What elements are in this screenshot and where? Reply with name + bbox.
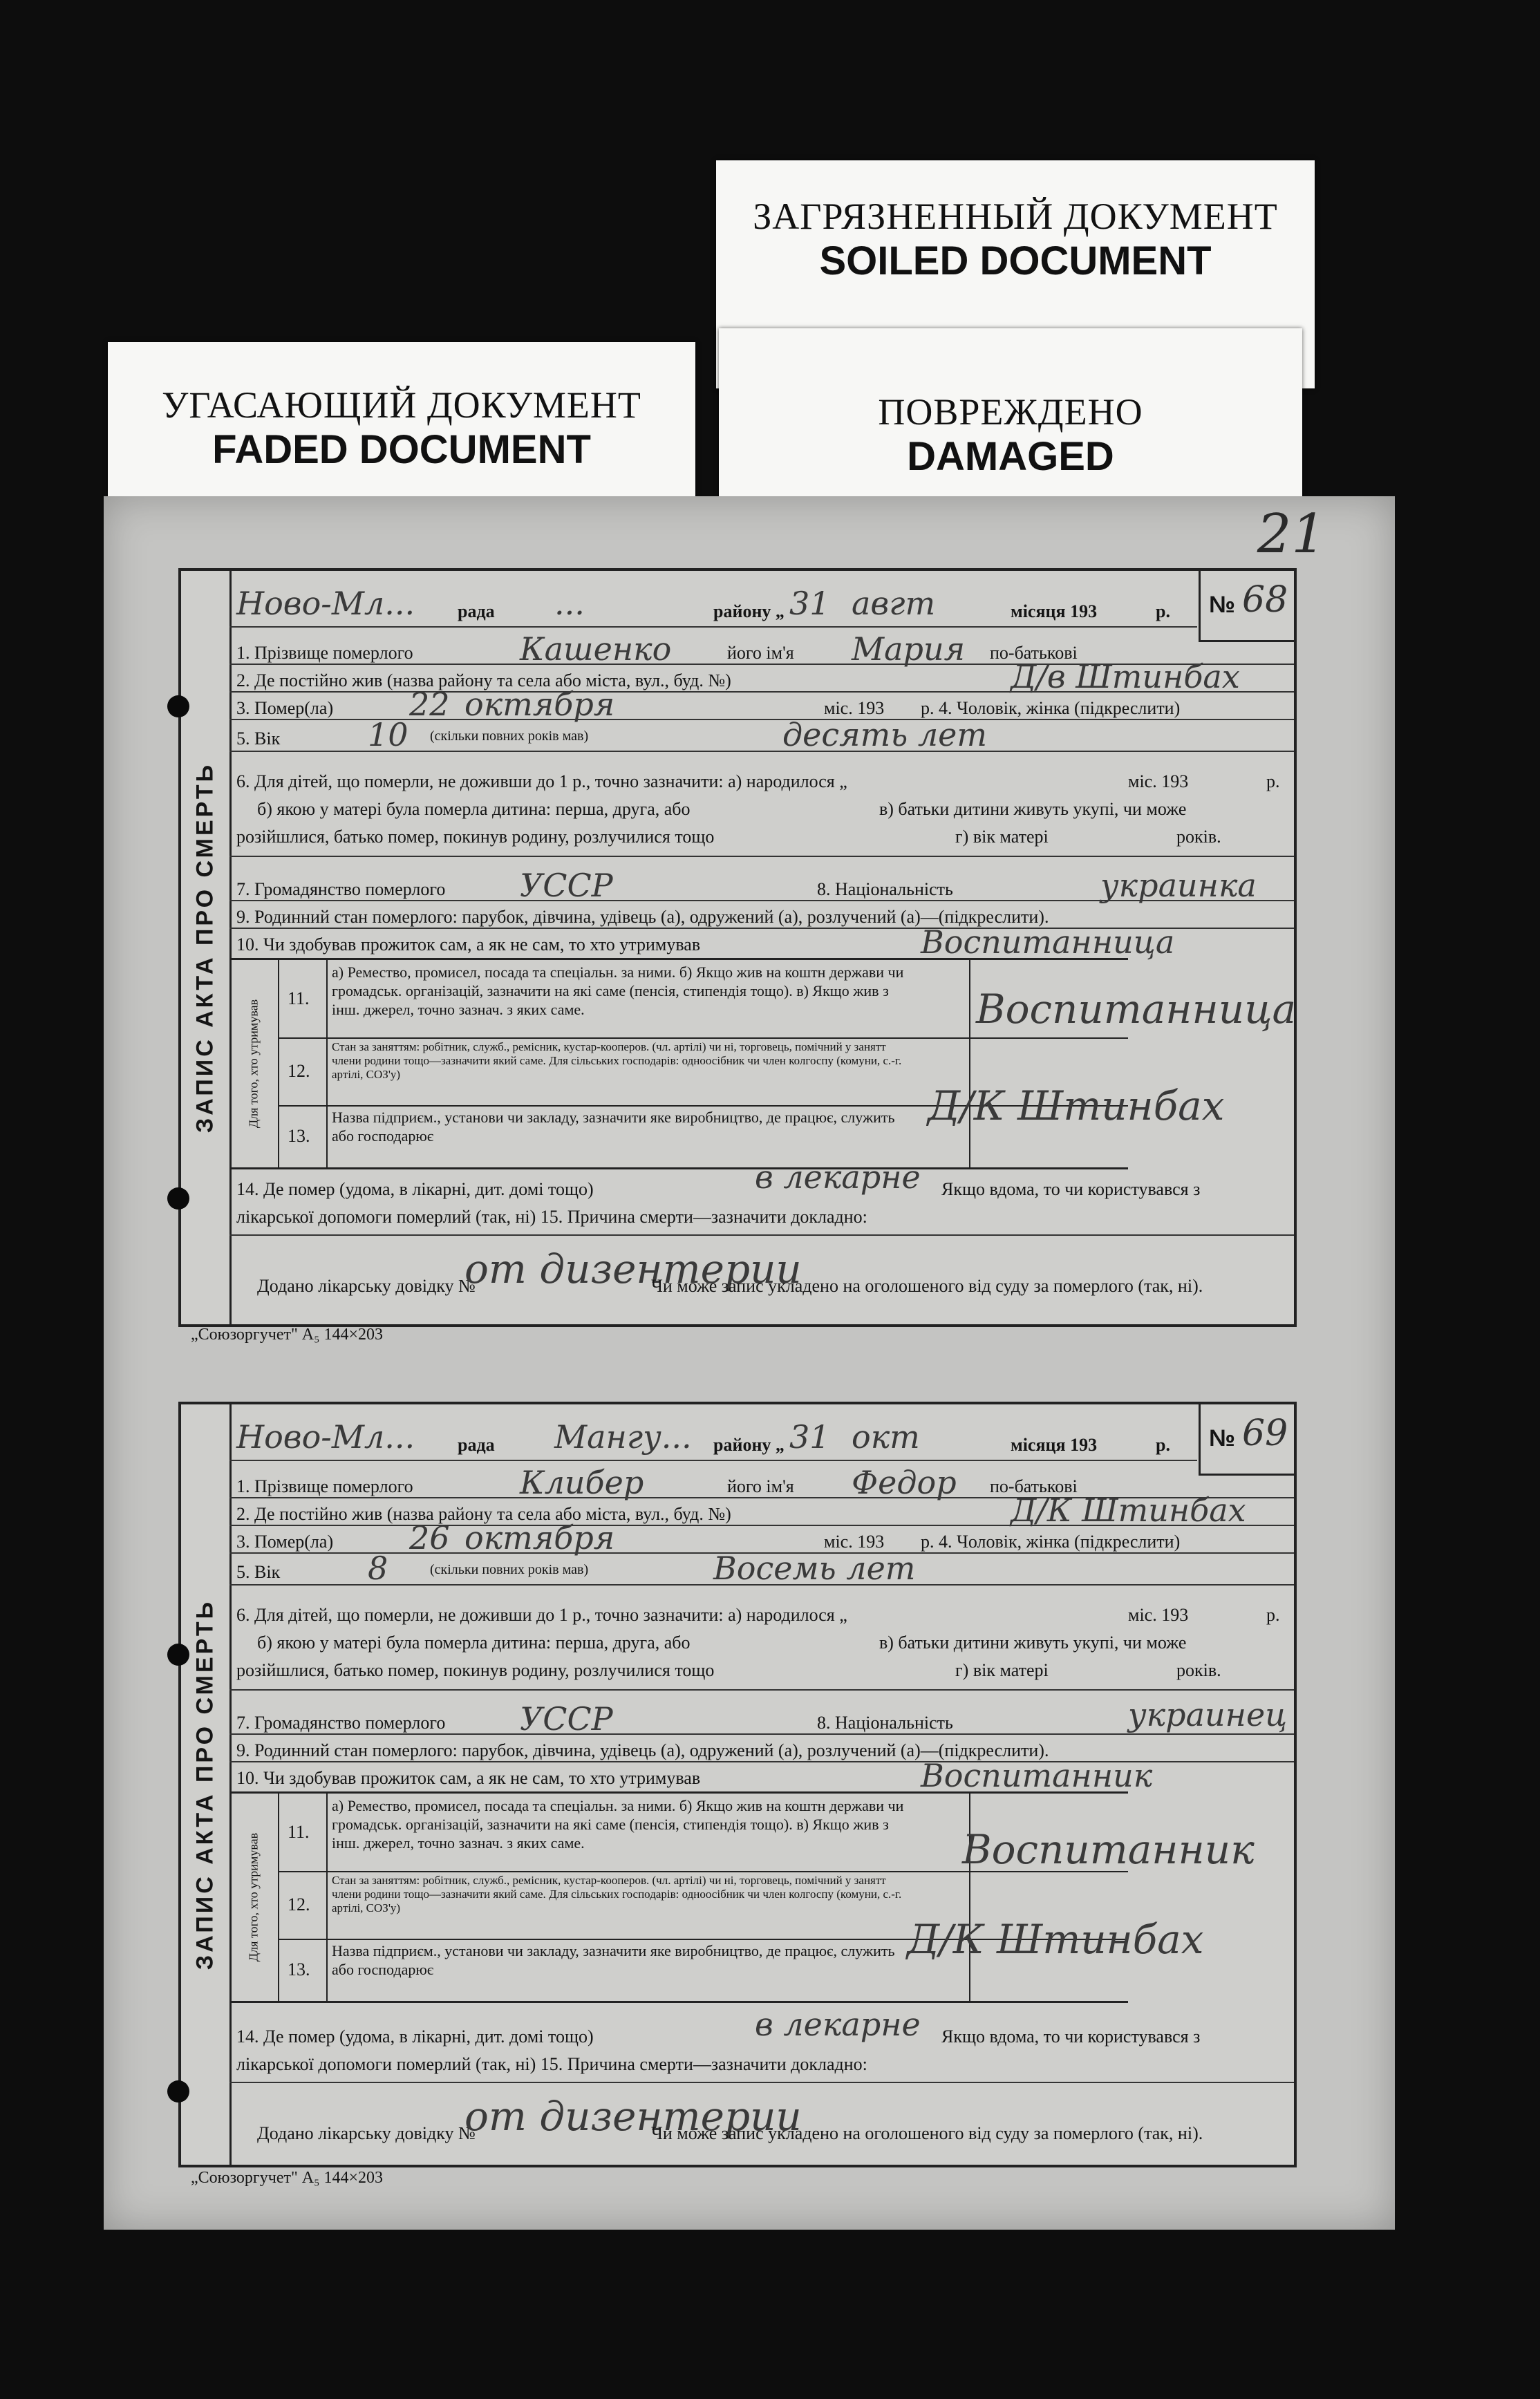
- side-title: ЗАПИС АКТА ПРО СМЕРТЬ: [181, 1404, 232, 2165]
- sub-table: Для того, хто утримував 11. а) Ремество, промисел, посада та спеціальн. за ними. б) Якщо жив на коштн держави чи громадськ. організацій, зазначити на які саме (пенсія, стипендія тощо). в) Якщо жив з інш. джерел, точно зазнач. з яких саме. 12. Стан за заняттям: робітник, служб., ремісник, кустар-кооперов. (чл. артілі) чи ні, торговець, помічний у занятт члени родини тощо—зазначити який саме. Для сільських господарів: одноосібник чи член колгоспу (комуни, с.-г. артілі, СОЗ'у) 13. Назва підприєм., установи чи закладу, зазначити яке виробництво, де працює, служить або господарює: [229, 1791, 1128, 2003]
- hw-supporter-2: Воспитанница: [976, 986, 1297, 1033]
- faded-label-en: FADED DOCUMENT: [212, 427, 591, 472]
- line-7-8: 7. Громадянство померлого УССР 8. Національність украинец: [229, 1709, 1294, 1735]
- form-1-footer: „Союзоргучет" А₅ 144×203: [191, 1326, 384, 1344]
- hw-day: 31: [789, 585, 830, 622]
- sub-row-13: 13. Назва підприєм., установи чи закладу, зазначити яке виробництво, де працює, служить або господарює: [278, 1105, 1128, 1167]
- line-6b: б) якою у матері була померла дитина: перша, друга, або в) батьки дитини живуть укупі, чи може: [257, 799, 1187, 819]
- line-6b: б) якою у матері була померла дитина: перша, друга, або в) батьки дитини живуть укупі, чи може: [257, 1633, 1187, 1653]
- line-3: 3. Помер(ла) 26 октября міс. 193 р. 4. Чоловік, жінка (підкреслити): [229, 1529, 1294, 1554]
- header-row: Ново-Мл... рада Мангу... району „ 31 окт місяця 193 р.: [229, 1418, 1197, 1461]
- record-number: 68: [1242, 579, 1288, 621]
- death-record-form-1: [178, 568, 1297, 1327]
- number-sign: №: [1209, 592, 1235, 618]
- sub-row-11: 11. а) Ремество, промисел, посада та спеціальн. за ними. б) Якщо жив на коштн держави чи громадськ. організацій, зазначити на які саме (пенсія, стипендія тощо). в) Якщо жив з інш. джерел, точно зазнач. з яких саме.: [278, 960, 1128, 1039]
- hw-place: Д/К Штинбах: [928, 1082, 1225, 1129]
- damaged-document-card: [719, 328, 1302, 508]
- death-record-form-2: [178, 1402, 1297, 2167]
- damaged-label-en: DAMAGED: [907, 434, 1114, 479]
- hw-place: Д/К Штинбах: [907, 1916, 1204, 1963]
- faded-label-ru: УГАСАЮЩИЙ ДОКУМЕНТ: [162, 384, 641, 426]
- sub-row-13: 13. Назва підприєм., установи чи закладу, зазначити яке виробництво, де працює, служить або господарює: [278, 1939, 1128, 2001]
- number-sign: №: [1209, 1425, 1235, 1451]
- line-16: Додано лікарську довідку № от дизентерии Чи може запис укладено на оголошеного від суду за померлого (так, ні).: [257, 2093, 1203, 2143]
- soiled-label-ru: ЗАГРЯЗНЕННЫЙ ДОКУМЕНТ: [753, 196, 1278, 237]
- line-10: 10. Чи здобував прожиток сам, а як не сам, то хто утримував Воспитанница: [236, 923, 1175, 961]
- record-number: 69: [1242, 1413, 1288, 1454]
- punch-hole: [167, 1644, 189, 1666]
- line-2: 2. Де постійно жив (назва району та села або міста, вул., буд. №) Д/К Штинбах: [229, 1501, 1294, 1526]
- sub-row-12: 12. Стан за заняттям: робітник, служб., ремісник, кустар-кооперов. (чл. артілі) чи ні, торговець, помічний у занятт члени родини тощо—зазначити який саме. Для сільських господарів: одноосібник чи член колгоспу (комуни, с.-г. артілі, СОЗ'у): [278, 1037, 1128, 1107]
- header-row: Ново-Мл... рада ... району „ 31 авгт місяця 193 р.: [229, 585, 1197, 628]
- punch-hole: [167, 695, 189, 717]
- line-14c: лікарської допомоги померлий (так, ні) 15. Причина смерти—зазначити докладно:: [229, 1207, 1294, 1236]
- hw-supporter-2: Воспитанник: [962, 1826, 1255, 1873]
- line-2: 2. Де постійно жив (назва району та села або міста, вул., буд. №) Д/в Штинбах: [229, 668, 1294, 693]
- line-6c: розійшлися, батько помер, покинув родину, розлучилися тощо г) вік матері років.: [229, 1660, 1294, 1691]
- document-page: [104, 496, 1395, 2230]
- line-3: 3. Помер(ла) 22 октября міс. 193 р. 4. Чоловік, жінка (підкреслити): [229, 695, 1294, 720]
- damaged-label-ru: ПОВРЕЖДЕНО: [878, 391, 1143, 433]
- punch-hole: [167, 2080, 189, 2102]
- line-9: 9. Родинний стан померлого: парубок, дівчина, удівець (а), одружений (а), розлучений (а)—(підкреслити).: [229, 1738, 1294, 1762]
- line-5: 5. Вік 10 (скільки повних років мав) десять лет: [229, 723, 1294, 752]
- line-1: 1. Прізвище померлого Клибер його ім'я Федор по-батькові: [229, 1474, 1294, 1498]
- soiled-label-en: SOILED DOCUMENT: [819, 238, 1212, 283]
- punch-hole: [167, 1187, 189, 1210]
- line-1: 1. Прізвище померлого Кашенко його ім'я Мария по-батькові: [229, 640, 1294, 665]
- line-9: 9. Родинний стан померлого: парубок, дівчина, удівець (а), одружений (а), розлучений (а)—(підкреслити).: [229, 904, 1294, 929]
- sub-row-12: 12. Стан за заняттям: робітник, служб., ремісник, кустар-кооперов. (чл. артілі) чи ні, торговець, помічний у занятт члени родини тощо—зазначити який саме. Для сільських господарів: одноосібник чи член колгоспу (комуни, с.-г. артілі, СОЗ'у): [278, 1871, 1128, 1940]
- line-6c: розійшлися, батько помер, покинув родину, розлучилися тощо г) вік матері років.: [229, 827, 1294, 857]
- form-2-footer: „Союзоргучет" А₅ 144×203: [191, 2169, 384, 2187]
- line-6a: 6. Для дітей, що померли, не доживши до 1 р., точно зазначити: а) народилося „ міс. 193 р.: [236, 771, 1280, 791]
- line-14a: 14. Де помер (удома, в лікарні, дит. домі тощо) в лекарне Якщо вдома, то чи користувався з: [236, 1158, 1201, 1199]
- hw-month: авгт: [852, 585, 936, 622]
- sub-row-11: 11. а) Ремество, промисел, посада та спеціальн. за ними. б) Якщо жив на коштн держави чи громадськ. організацій, зазначити на які саме (пенсія, стипендія тощо). в) Якщо жив з інш. джерел, точно зазнач. з яких саме.: [278, 1794, 1128, 1872]
- line-5: 5. Вік 8 (скільки повних років мав) Восемь лет: [229, 1556, 1294, 1586]
- line-6a: 6. Для дітей, що померли, не доживши до 1 р., точно зазначити: а) народилося „ міс. 193 р.: [236, 1605, 1280, 1625]
- record-number-box: [1199, 1404, 1294, 1476]
- line-16: Додано лікарську довідку № от дизентерии Чи може запис укладено на оголошеного від суду за померлого (так, ні).: [257, 1245, 1203, 1296]
- page-number: 21: [1257, 503, 1326, 565]
- line-14a: 14. Де помер (удома, в лікарні, дит. домі тощо) в лекарне Якщо вдома, то чи користувався з: [236, 2006, 1201, 2047]
- hw-rayon: ...: [554, 585, 585, 622]
- line-7-8: 7. Громадянство померлого УССР 8. Національність украинка: [229, 875, 1294, 901]
- line-10: 10. Чи здобував прожиток сам, а як не сам, то хто утримував Воспитанник: [236, 1757, 1153, 1794]
- line-14c: лікарської допомоги померлий (так, ні) 15. Причина смерти—зазначити докладно:: [229, 2054, 1294, 2083]
- side-title: ЗАПИС АКТА ПРО СМЕРТЬ: [181, 571, 232, 1324]
- record-number-box: [1199, 571, 1294, 642]
- sub-table: Для того, хто утримував 11. а) Ремество, промисел, посада та спеціальн. за ними. б) Якщо жив на коштн держави чи громадськ. організацій, зазначити на які саме (пенсія, стипендія тощо). в) Якщо жив з інш. джерел, точно зазнач. з яких саме. 12. Стан за заняттям: робітник, служб., ремісник, кустар-кооперов. (чл. артілі) чи ні, торговець, помічний у занятт члени родини тощо—зазначити який саме. Для сільських господарів: одноосібник чи член колгоспу (комуни, с.-г. артілі, СОЗ'у) 13. Назва підприєм., установи чи закладу, зазначити яке виробництво, де працює, служить або господарює: [229, 958, 1128, 1169]
- hw-rada: Ново-Мл...: [236, 585, 415, 622]
